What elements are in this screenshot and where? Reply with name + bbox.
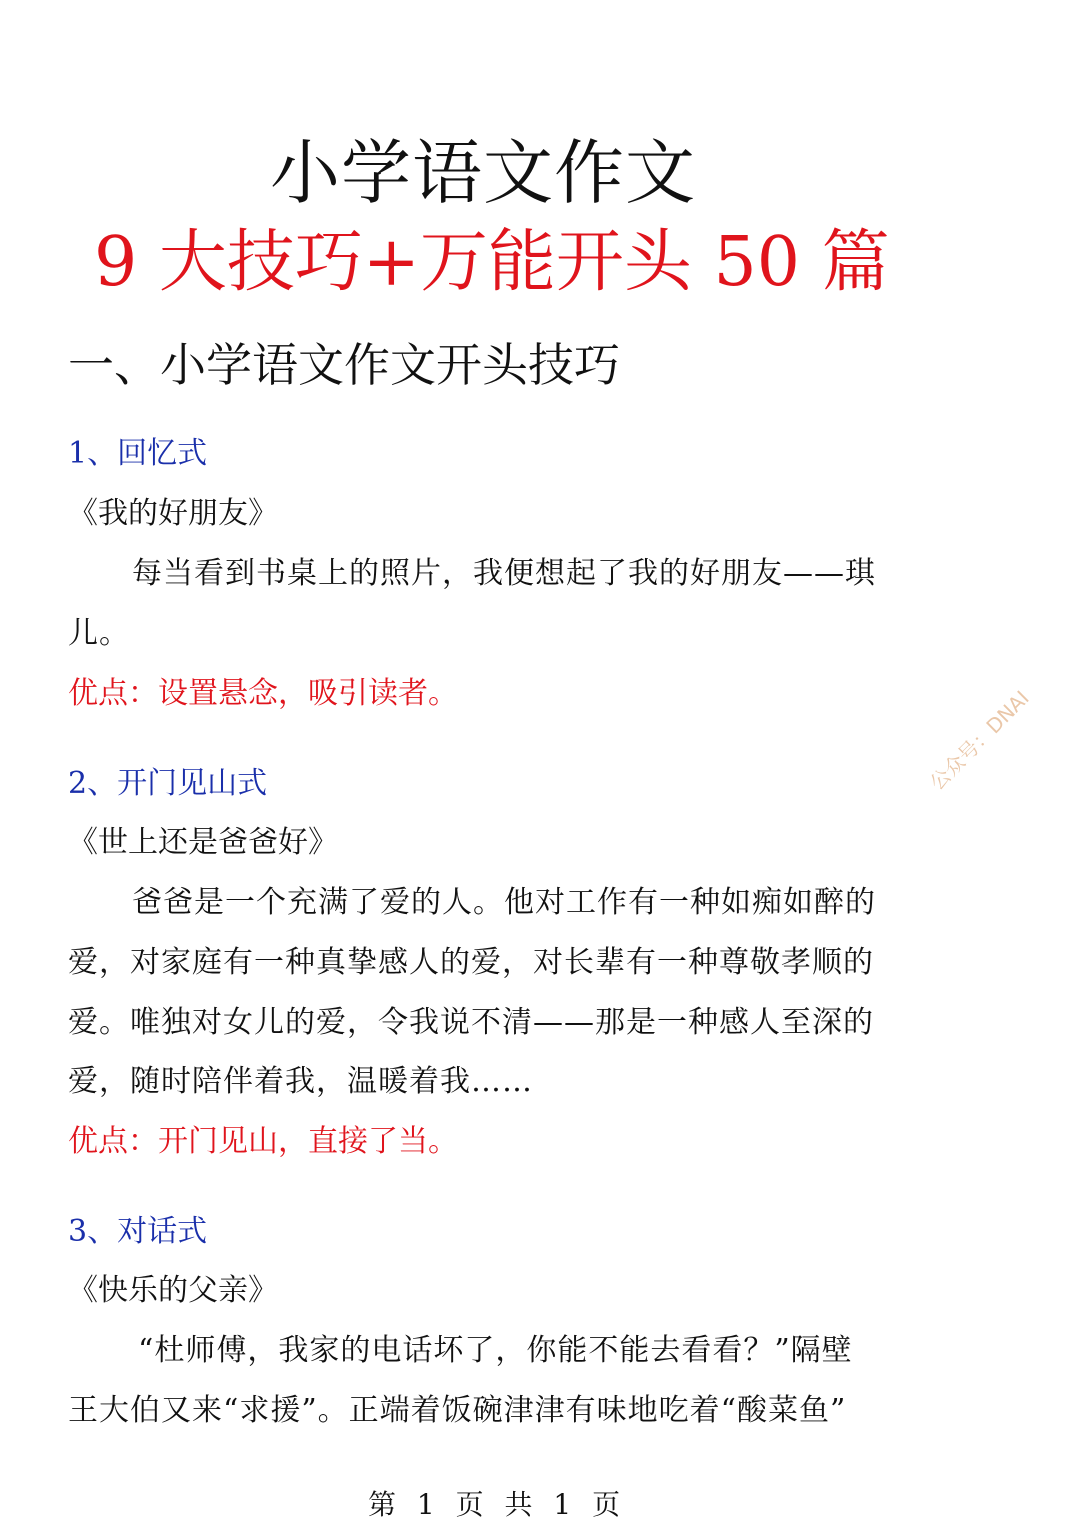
body-line: 每当看到书桌上的照片，我便想起了我的好朋友——琪 bbox=[132, 556, 876, 591]
page-footer: 第 1 页 共 1 页 bbox=[368, 1488, 627, 1521]
work-title: 《我的好朋友》 bbox=[68, 496, 278, 531]
body-line: 爱，随时陪伴着我，温暖着我…… bbox=[68, 1064, 533, 1099]
body-line: “杜师傅，我家的电话坏了，你能不能去看看？”隔壁 bbox=[138, 1333, 853, 1368]
body-line: 爱，对家庭有一种真挚感人的爱，对长辈有一种尊敬孝顺的 bbox=[68, 945, 874, 980]
merit-note: 优点：设置悬念，吸引读者。 bbox=[68, 676, 458, 711]
merit-note: 优点：开门见山，直接了当。 bbox=[68, 1124, 458, 1159]
item-heading-dialogue: 3、对话式 bbox=[68, 1214, 208, 1249]
watermark: 公众号：DNAI bbox=[924, 685, 1034, 795]
body-line: 王大伯又来“求援”。正端着饭碗津津有味地吃着“酸菜鱼” bbox=[68, 1393, 847, 1428]
work-title: 《快乐的父亲》 bbox=[68, 1273, 278, 1308]
item-heading-direct: 2、开门见山式 bbox=[68, 766, 268, 801]
body-line: 爸爸是一个充满了爱的人。他对工作有一种如痴如醉的 bbox=[132, 885, 876, 920]
document-title: 小学语文作文 bbox=[270, 132, 696, 214]
item-heading-recall: 1、回忆式 bbox=[68, 436, 208, 471]
body-line: 爱。唯独对女儿的爱，令我说不清——那是一种感人至深的 bbox=[68, 1005, 874, 1040]
body-line: 儿。 bbox=[68, 616, 130, 651]
document-subtitle: 9 大技巧+万能开头 50 篇 bbox=[94, 223, 890, 302]
work-title: 《世上还是爸爸好》 bbox=[68, 825, 338, 860]
section-heading: 一、小学语文作文开头技巧 bbox=[68, 338, 620, 392]
